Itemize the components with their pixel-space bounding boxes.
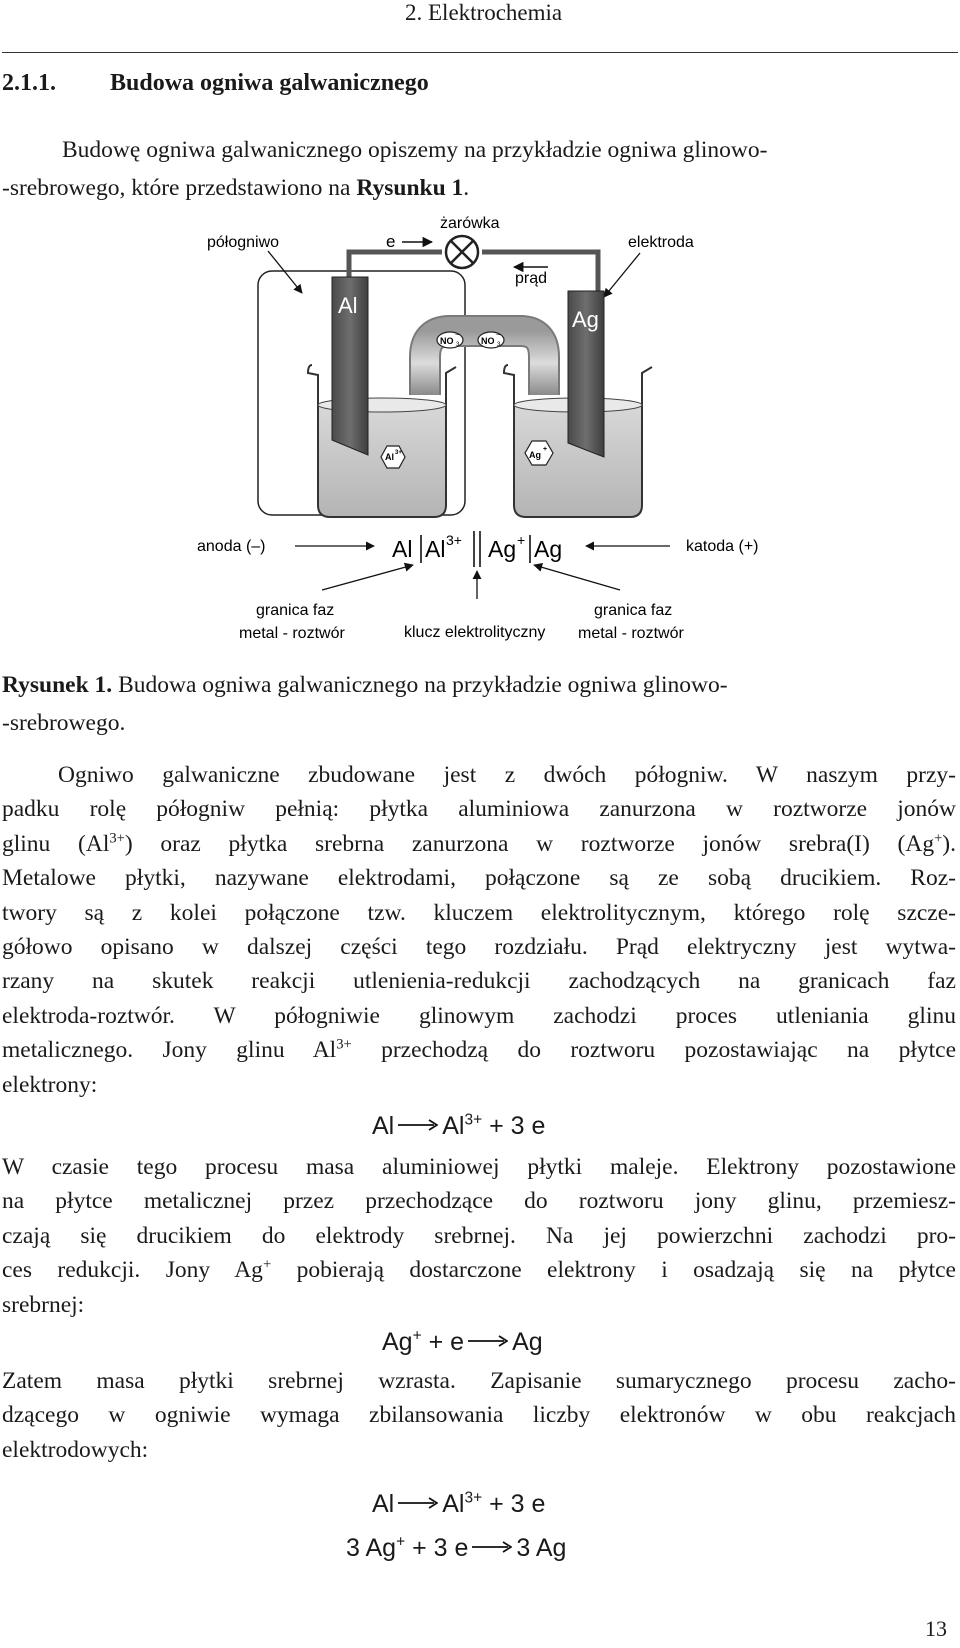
cell-notation [392, 531, 562, 567]
svg-text:NO: NO [481, 336, 495, 346]
aluminium-plate [332, 277, 368, 455]
section-number: 2.1.1. [2, 70, 56, 96]
intro-line: -srebrowego, które przedstawiono na Rysunku 1. [2, 175, 470, 201]
svg-text:NO: NO [440, 336, 454, 346]
reaction-arrow-icon [398, 1496, 438, 1510]
running-head: 2. Elektrochemia [405, 0, 563, 25]
half-cell-pointer [268, 251, 302, 293]
anode-label: anoda (–) [197, 538, 266, 555]
bulb-label: żarówka [440, 215, 500, 232]
caption-line: -srebrowego. [2, 710, 126, 736]
paragraph: Zatem masa płytki srebrnej wzrasta. Zapisanie sumarycznego procesu zacho- dzącego w ogniwie wymaga zbilansowania liczby elektronów w obu reakcjach elektrodowych: [2, 1368, 956, 1463]
aluminium-ion [381, 446, 405, 468]
reaction-arrow-icon [472, 1540, 512, 1554]
galvanic-cell-figure [0, 215, 960, 655]
electron-label: e [386, 232, 396, 251]
equation-ag-reduction: Ag+ + e Ag [382, 1327, 543, 1356]
wire [349, 252, 442, 280]
phase-boundary-pointer-right [534, 565, 620, 590]
intro-line: Budowę ogniwa galwanicznego opiszemy na przykładzie ogniwa glinowo- [62, 137, 768, 163]
nitrate-ion [478, 332, 504, 348]
figure-reference: Rysunku 1 [356, 175, 464, 201]
svg-text:3: 3 [456, 342, 460, 348]
reaction-arrow-icon [398, 1118, 438, 1132]
salt-bridge [425, 331, 544, 395]
bulb-icon [446, 236, 478, 268]
metal-solution-label-left: metal - roztwór [239, 625, 345, 642]
half-cell-label: półogniwo [207, 234, 280, 251]
svg-text:Ag: Ag [529, 450, 541, 460]
svg-text:−: − [455, 332, 460, 339]
figure-caption: Rysunek 1. Budowa ogniwa galwanicznego na przykładzie ogniwa glinowo- -srebrowego. [2, 672, 728, 736]
silver-plate [568, 291, 604, 457]
svg-text:Ag: Ag [534, 536, 563, 562]
section-title: Budowa ogniwa galwanicznego [110, 70, 429, 96]
header-rule [2, 52, 958, 53]
equation-ag-reduction-summary: 3 Ag+ + 3 e 3 Ag [346, 1533, 567, 1562]
svg-text:Ag: Ag [572, 307, 599, 332]
svg-text:Al: Al [392, 536, 413, 562]
page-number: 13 [925, 1616, 947, 1641]
section-heading [2, 70, 429, 97]
svg-text:Ag: Ag [488, 536, 517, 562]
equation-al-oxidation: Al $Al^{3+} + 3$ e [372, 1111, 546, 1140]
salt-bridge-label: klucz elektrolityczny [404, 624, 546, 641]
svg-text:3: 3 [497, 342, 501, 348]
svg-text:3+: 3+ [446, 532, 462, 548]
phase-boundary-pointer-left [322, 565, 413, 590]
nitrate-ion [437, 332, 463, 348]
reaction-arrow-icon [468, 1334, 508, 1348]
equation-al-oxidation-summary: Al $Al^{3+} + 3$ e [372, 1489, 546, 1518]
caption-label: Rysunek 1. [2, 672, 113, 698]
svg-text:−: − [496, 332, 501, 339]
intro-paragraph [2, 131, 958, 207]
paragraph: Ogniwo galwaniczne zbudowane jest z dwóch półogniw. W naszym przy- padku rolę półogniw pełnią: płytka aluminiowa zanurzona w roztworze jonów glinu $(Al^{3+})$ oraz płytka srebrna zanurzona w roztworze jonów srebra(I) (Ag+). Metalowe płytki, nazywane elektrodami, połączone są ze sobą drucikiem. Roz- twory są z kolei połączone tzw. kluczem elektrolitycznym, którego rolę szcze- gółowo opisano w dalszej części tego rozdziału. Prąd elektryczny jest wytwa- rzany na skutek reakcji utlenienia-redukcji zachodzących na granicach faz elektroda-roztwór. W półogniwie glinowym zachodzi proces utleniania glinu metalicznego. Jony glinu $Al^{3+}$ przechodzą do roztworu pozostawiając na płytce elektrony: [2, 762, 956, 1098]
current-label: prąd [515, 270, 548, 287]
svg-text:+: + [517, 532, 526, 548]
cathode-label: katoda (+) [686, 538, 759, 555]
phase-boundary-label-right: granica faz [594, 602, 673, 619]
svg-text:3+: 3+ [395, 450, 402, 456]
metal-solution-label-right: metal - roztwór [578, 625, 684, 642]
electrode-label: elektroda [628, 234, 694, 251]
svg-text:Al: Al [425, 536, 446, 562]
svg-text:Al: Al [385, 452, 394, 462]
electrode-pointer [604, 253, 640, 297]
phase-boundary-label-left: granica faz [256, 602, 335, 619]
paragraph: W czasie tego procesu masa aluminiowej płytki maleje. Elektrony pozostawione na płytce metalicznej przez przechodzące do roztworu jony glinu, przemiesz- czają się drucikiem do elektrody srebrnej. Na jej powierzchni zachodzi pro- ces redukcji. Jony Ag+ pobierają dostarczone elektrony i osadzają się na płytce srebrnej: [2, 1154, 956, 1318]
svg-text:Al: Al [338, 293, 358, 318]
svg-text:+: + [543, 446, 548, 453]
